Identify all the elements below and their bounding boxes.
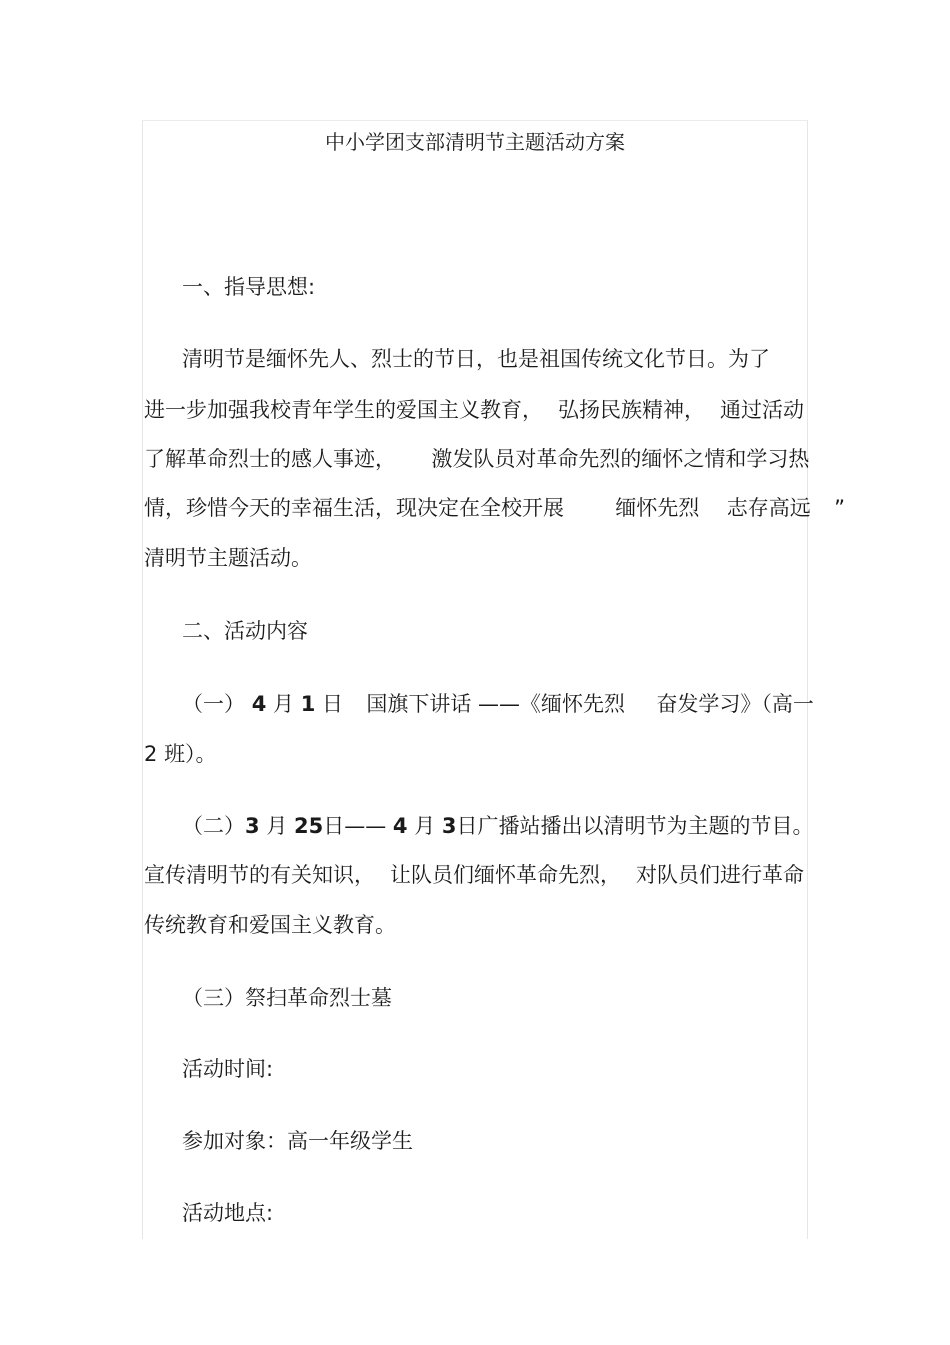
item2-number-4: 3 xyxy=(441,814,457,838)
paragraph1-line4-part-d: ” xyxy=(834,496,846,520)
item1-text-a: 国旗下讲话 ——《缅怀先烈 xyxy=(366,692,626,716)
item2-text-4: 日广播站播出以清明节为主题的节目。 xyxy=(456,814,814,838)
paragraph1-line2-part-b: 弘扬民族精神， xyxy=(558,398,705,422)
paragraph1-line2 xyxy=(144,395,804,425)
item1-day-label: 日 xyxy=(322,692,343,716)
item2-line2-part-a: 宣传清明节的有关知识， xyxy=(144,863,375,887)
item1-day-number: 1 xyxy=(300,692,316,716)
paragraph1-line4-part-a: 情，珍惜今天的幸福生活，现决定在全校开展 xyxy=(144,496,564,520)
activity-place-label: 活动地点: xyxy=(182,1201,274,1225)
item2-line2-part-c: 对队员们进行革命 xyxy=(636,863,804,887)
participants-label: 参加对象：高一年级学生 xyxy=(182,1129,413,1153)
paragraph1-line3-part-a: 了解革命烈士的感人事迹， xyxy=(144,447,396,471)
item1-month-label: 月 xyxy=(273,692,294,716)
item2-number-1: 3 xyxy=(245,814,260,838)
paragraph1-line4-part-c: 志存高远 xyxy=(726,496,811,520)
section2-heading: 二、活动内容 xyxy=(182,619,308,643)
item1-text-b: 奋发学习》（高一 xyxy=(656,692,814,716)
activity-time-label: 活动时间: xyxy=(182,1057,274,1081)
item2-number-2: 25 xyxy=(294,814,324,838)
paragraph1-line5: 清明节主题活动。 xyxy=(144,546,312,570)
item2-line3: 传统教育和爱国主义教育。 xyxy=(144,913,396,937)
item3-heading: （三）祭扫革命烈士墓 xyxy=(182,986,392,1010)
item2-prefix: （二） xyxy=(182,814,245,838)
paragraph1-line3 xyxy=(144,444,809,474)
item1-line2-text: 班）。 xyxy=(164,742,217,766)
item1-line2 xyxy=(144,739,217,769)
paragraph1-line2-part-a: 进一步加强我校青年学生的爱国主义教育， xyxy=(144,398,543,422)
item1-prefix: （一） xyxy=(182,692,245,716)
paragraph1-line4-part-b: 缅怀先烈 xyxy=(615,496,700,520)
paragraph1-line2-part-c: 通过活动 xyxy=(720,398,804,422)
item2-text-1: 月 xyxy=(266,814,288,838)
item2-text-3: 月 xyxy=(414,814,436,838)
paragraph1-line1: 清明节是缅怀先人、烈士的节日，也是祖国传统文化节日。为了 xyxy=(182,347,770,371)
item2-line1 xyxy=(182,811,814,841)
section1-heading: 一、指导思想: xyxy=(182,275,316,299)
item2-line2-part-b: 让队员们缅怀革命先烈， xyxy=(390,863,621,887)
item2-number-3: 4 xyxy=(392,814,408,838)
document-title: 中小学团支部清明节主题活动方案 xyxy=(325,130,625,154)
item1-line1 xyxy=(182,689,814,719)
item1-line2-number: 2 xyxy=(144,742,158,766)
paragraph1-line4 xyxy=(144,493,845,523)
item1-month-number: 4 xyxy=(251,692,267,716)
item2-line2 xyxy=(144,860,804,890)
item2-text-2: 日—— xyxy=(323,814,387,838)
paragraph1-line3-part-b: 激发队员对革命先烈的缅怀之情和学习热 xyxy=(431,447,810,471)
